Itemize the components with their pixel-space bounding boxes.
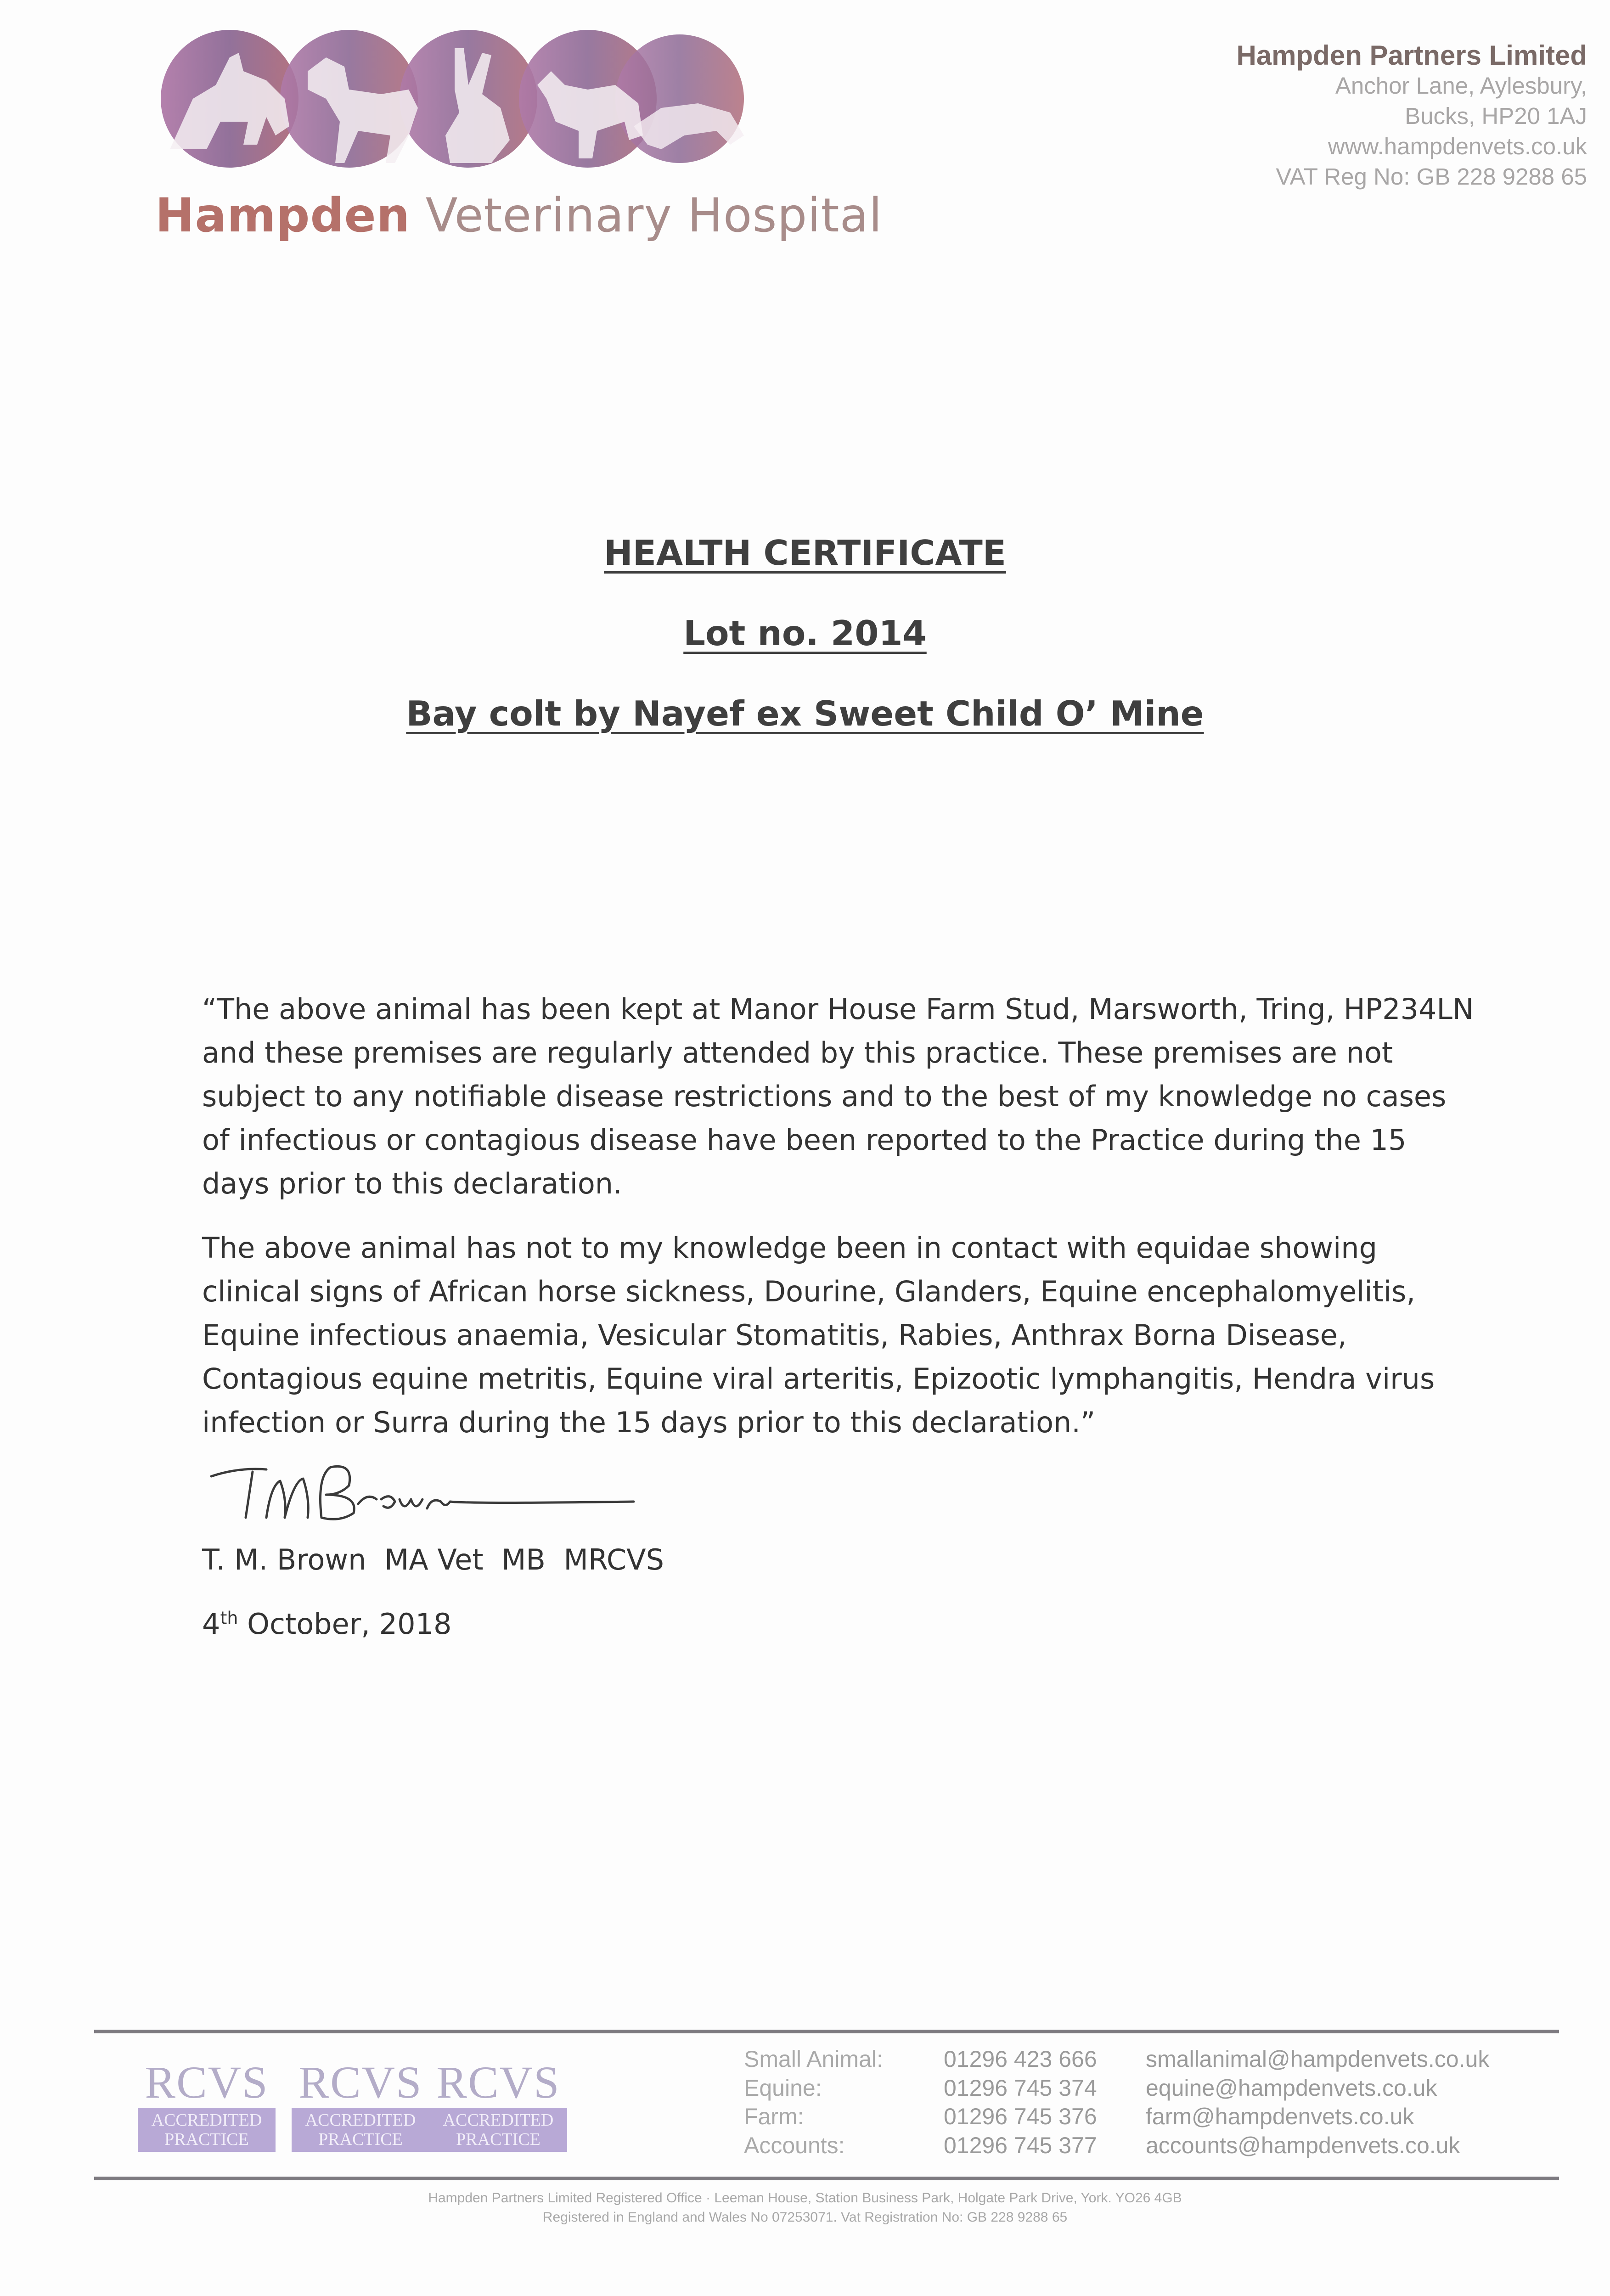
rcvs-accredited-badge [429, 2057, 567, 2156]
logo-light-text: Veterinary Hospital [425, 188, 883, 243]
date-suffix: th [220, 1608, 238, 1628]
footer-divider-top [94, 2030, 1559, 2033]
badge-practice-text: PRACTICE [456, 2130, 540, 2149]
company-name: Hampden Partners Limited [1236, 40, 1587, 71]
contact-email-equine[interactable]: equine@hampdenvets.co.uk [1146, 2075, 1437, 2101]
address-line: Anchor Lane, Aylesbury, [1335, 73, 1587, 99]
logo-bold-text: Hampden [155, 188, 411, 243]
certificate-title: HEALTH CERTIFICATE [604, 533, 1006, 573]
vat-line: VAT Reg No: GB 228 9288 65 [1276, 163, 1587, 190]
badge-practice-text: PRACTICE [164, 2130, 249, 2149]
registered-office-line: Hampden Partners Limited Registered Office · Leeman House, Station Business Park, Holgate Park Drive, York. YO26 4GB [428, 2190, 1182, 2206]
badge-rcvs-text: RCVS [298, 2057, 422, 2108]
contact-label-farm: Farm: [744, 2104, 804, 2129]
footer-divider-bottom [94, 2177, 1559, 2180]
declaration-body [202, 987, 1479, 1465]
contact-phone-equine: 01296 745 374 [944, 2075, 1097, 2101]
address-line: Bucks, HP20 1AJ [1405, 103, 1587, 129]
badge-accredited-text: ACCREDITED [151, 2110, 262, 2130]
company-address-block [898, 40, 1587, 192]
contact-email-accounts[interactable]: accounts@hampdenvets.co.uk [1146, 2133, 1460, 2158]
rcvs-accredited-badge [292, 2057, 429, 2156]
signatory-name: T. M. Brown MA Vet MB MRCVS [202, 1543, 664, 1576]
animal-description: Bay colt by Nayef ex Sweet Child O’ Mine [406, 693, 1204, 734]
date-month-year: October, 2018 [238, 1607, 452, 1641]
contact-label-accounts: Accounts: [744, 2133, 845, 2158]
badge-rcvs-text: RCVS [436, 2057, 560, 2108]
date-day: 4 [202, 1607, 220, 1641]
badge-accredited-text: ACCREDITED [305, 2110, 416, 2130]
contact-phone-small-animal: 01296 423 666 [944, 2046, 1097, 2072]
contact-phone-accounts: 01296 745 377 [944, 2133, 1097, 2158]
badge-practice-text: PRACTICE [318, 2130, 403, 2149]
lot-number: Lot no. 2014 [683, 613, 927, 653]
certificate-date [202, 1607, 451, 1641]
declaration-paragraph-2: The above animal has not to my knowledge been in contact with equidae showing clinical signs of African horse sickness, Dourine, Glanders, Equine encephalomyelitis, Equine infectious anaemia, Vesicular Stomatitis, Rabies, Anthrax Borna Disease, Contagious equine metritis, Equine viral arteritis, Epizootic lymphangitis, Hendra virus infection or Surra during the 15 days prior to this declaration.” [202, 1231, 1435, 1439]
contact-email-small-animal[interactable]: smallanimal@hampdenvets.co.uk [1146, 2046, 1490, 2072]
contact-phone-farm: 01296 745 376 [944, 2104, 1097, 2129]
website-line: www.hampdenvets.co.uk [1328, 133, 1587, 159]
registration-number-line: Registered in England and Wales No 07253071. Vat Registration No: GB 228 9288 65 [542, 2210, 1068, 2225]
logo-wordmark [155, 188, 882, 243]
animal-silhouettes-logo [152, 30, 749, 181]
declaration-paragraph-1: “The above animal has been kept at Manor House Farm Stud, Marsworth, Tring, HP234LN and these premises are regularly attended by this practice. These premises are not subject to any notifiable disease restrictions and to the best of my knowledge no cases of infectious or contagious disease have been reported to the Practice during the 15 days prior to this declaration. [202, 992, 1474, 1200]
contact-label-small-animal: Small Animal: [744, 2046, 883, 2072]
contact-label-equine: Equine: [744, 2075, 822, 2101]
handwritten-signature [202, 1449, 661, 1541]
badge-rcvs-text: RCVS [145, 2057, 269, 2108]
rcvs-accredited-badge [138, 2057, 276, 2156]
contact-email-farm[interactable]: farm@hampdenvets.co.uk [1146, 2104, 1414, 2129]
badge-accredited-text: ACCREDITED [443, 2110, 554, 2130]
